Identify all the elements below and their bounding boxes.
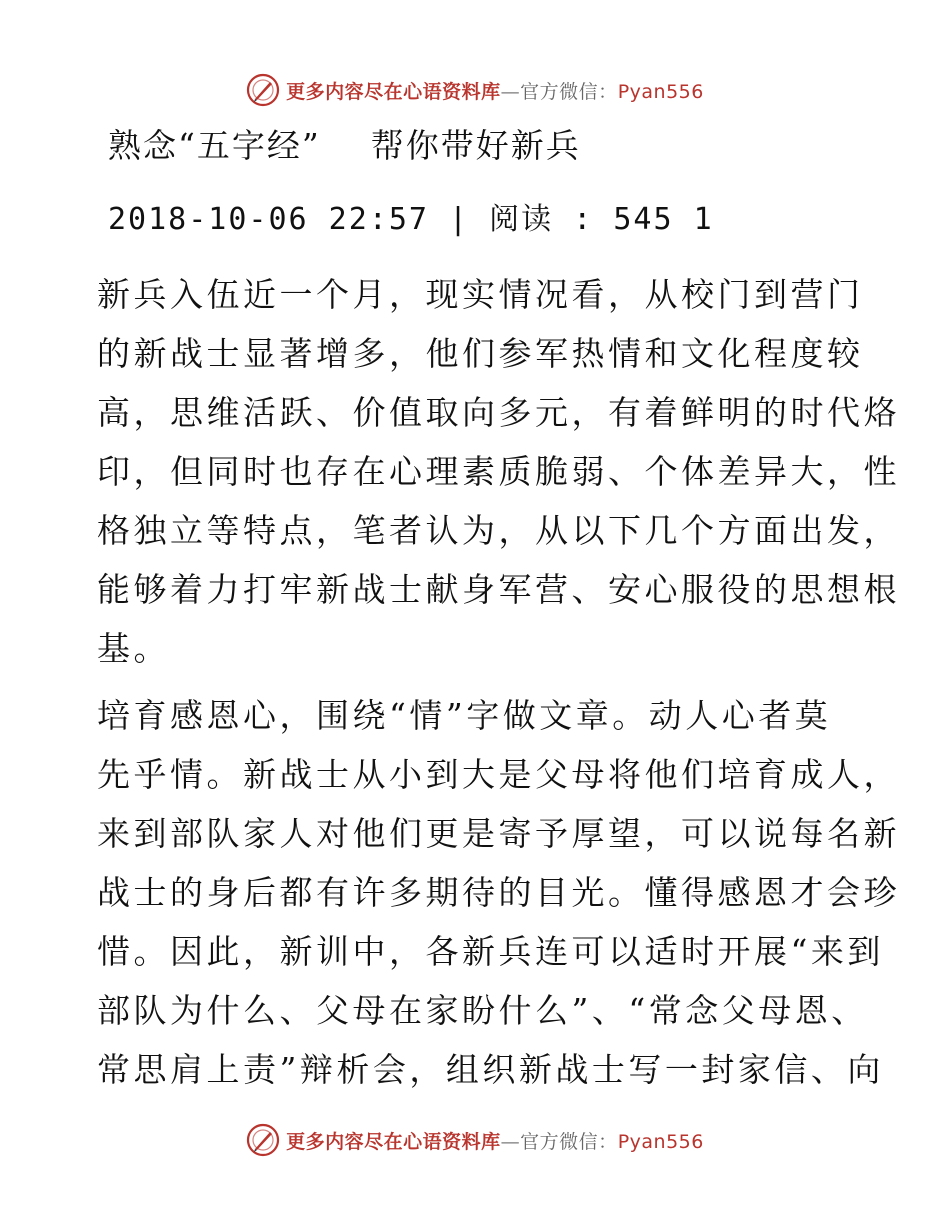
watermark-wechat-label: 官方微信： xyxy=(520,80,618,103)
watermark-wechat-id: Pyan556 xyxy=(617,80,704,103)
watermark-site-text: 更多内容尽在心语资料库 xyxy=(286,80,501,103)
header-watermark xyxy=(0,70,950,110)
paragraph-line: 战士的身后都有许多期待的目光。懂得感恩才会珍 xyxy=(97,873,900,912)
paragraph-line: 的新战士显著增多，他们参军热情和文化程度较 xyxy=(97,334,864,373)
paragraph-line: 来到部队家人对他们更是寄予厚望，可以说每名新 xyxy=(97,814,900,853)
paragraph-line: 惜。因此，新训中，各新兵连可以适时开展“来到 xyxy=(97,932,884,971)
watermark-content xyxy=(246,73,704,107)
paragraph-line: 培育感恩心，围绕“情”字做文章。动人心者莫 xyxy=(97,696,832,735)
paragraph-line: 部队为什么、父母在家盼什么”、“常念父母恩、 xyxy=(97,991,868,1030)
watermark-text xyxy=(286,77,704,104)
article-paragraph xyxy=(97,265,900,678)
article-meta: 2018-10-06 22:57 | 阅读 : 545 1 xyxy=(108,202,714,237)
article-title: 熟念“五字经” 帮你带好新兵 xyxy=(108,126,581,165)
paragraph-line: 能够着力打牢新战士献身军营、安心服役的思想根 xyxy=(97,570,900,609)
watermark-text xyxy=(286,1127,704,1154)
feather-pen-logo-icon xyxy=(246,1123,280,1157)
footer-watermark xyxy=(0,1120,950,1160)
paragraph-line: 先乎情。新战士从小到大是父母将他们培育成人， xyxy=(97,755,900,794)
watermark-dash: — xyxy=(500,1130,521,1153)
article-paragraph xyxy=(97,686,900,1099)
watermark-site-text: 更多内容尽在心语资料库 xyxy=(286,1130,501,1153)
watermark-content xyxy=(246,1123,704,1157)
paragraph-line: 印，但同时也存在心理素质脆弱、个体差异大，性 xyxy=(97,452,900,491)
watermark-wechat-id: Pyan556 xyxy=(617,1130,704,1153)
watermark-dash: — xyxy=(500,80,521,103)
watermark-wechat-label: 官方微信： xyxy=(520,1130,618,1153)
paragraph-line: 高，思维活跃、价值取向多元，有着鲜明的时代烙 xyxy=(97,393,900,432)
feather-pen-logo-icon xyxy=(246,73,280,107)
paragraph-line: 新兵入伍近一个月，现实情况看，从校门到营门 xyxy=(97,275,864,314)
paragraph-line: 格独立等特点，笔者认为，从以下几个方面出发， xyxy=(97,511,900,550)
paragraph-line: 常思肩上责”辩析会，组织新战士写一封家信、向 xyxy=(97,1050,884,1089)
paragraph-line: 基。 xyxy=(97,629,170,668)
